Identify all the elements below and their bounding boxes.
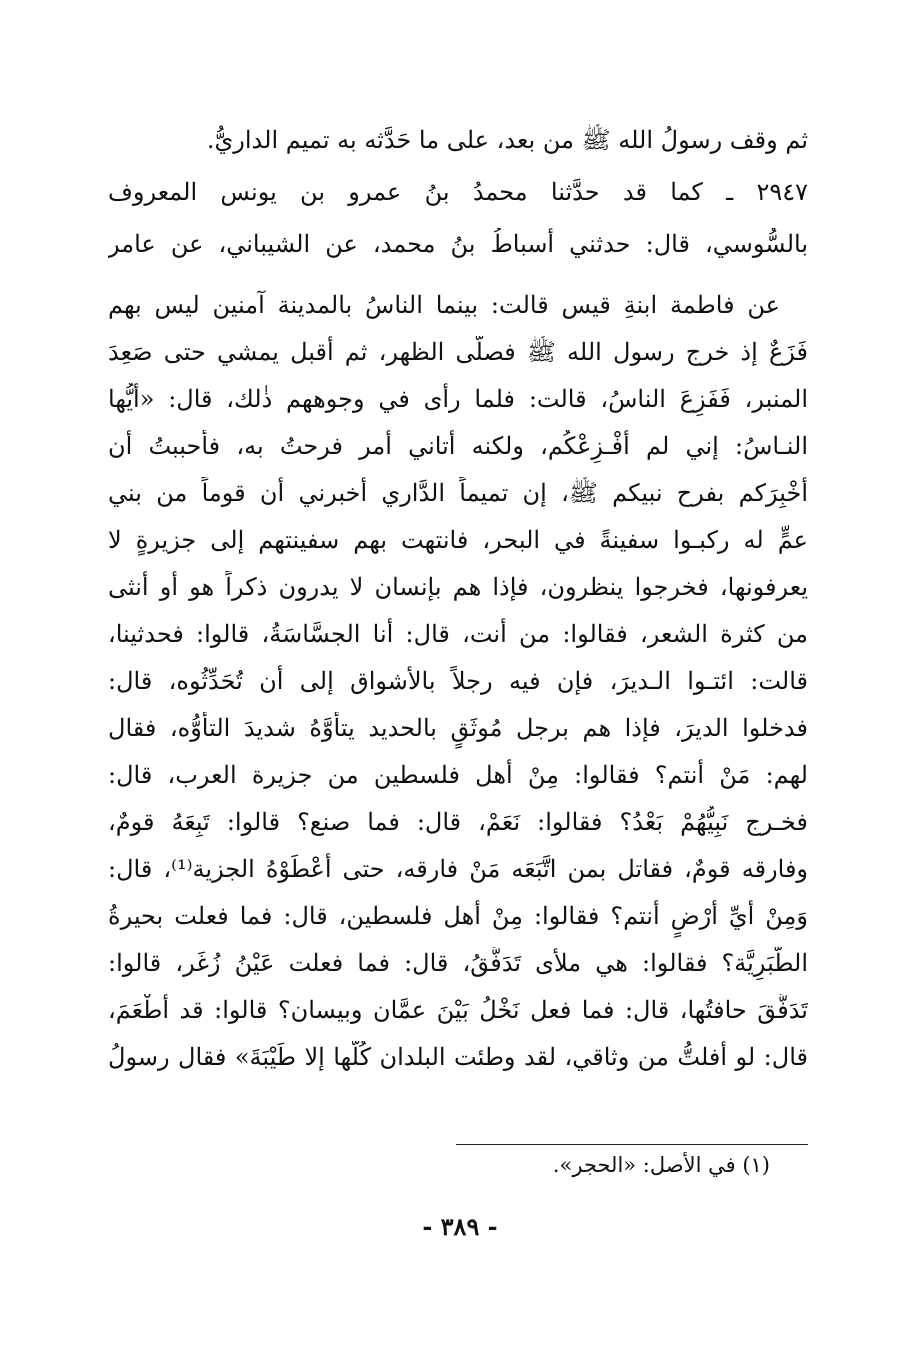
text-line-16: وفارقه قومٌ، فقاتل بمن اتَّبَعَه مَنْ فارقه، حتى أَعْطَوْهُ الجزية⁽¹⁾، قال: [108,855,808,883]
text-line-13: فدخلوا الديرَ، فإذا هم برجل مُوثَقٍ بالحديد يتأوَّهُ شديدَ التأوُّه، فقال [108,714,808,742]
text-line-18: الطَّبَرِيَّة؟ فقالوا: هي ملأى تَدَفَّقُ، قال: فما فعلت عَيْنُ زُغَر، قالوا: [108,949,808,977]
text-line-20: قال: لو أفلتُّ من وثاقي، لقد وطئت البلدان كُلَّها إلا طَيْبَةَ» فقال رسولُ [108,1043,808,1071]
text-line-15: فخـرج نَبِيُّهُمْ بَعْدُ؟ فقالوا: نَعَمْ، قال: فما صنع؟ قالوا: تَبِعَهُ قومٌ، [108,808,808,836]
text-line-2-hadith-number: ٢٩٤٧ ـ كما قد حدَّثنا محمدُ بنُ عمرو بن يونس المعروف [108,178,808,206]
text-line-11: من كثرة الشعر، فقالوا: من أنت، قال: أنا الجسَّاسَةُ، قالوا: فحدثينا، [108,620,808,648]
text-line-14: لهم: مَنْ أنتم؟ فقالوا: مِنْ أهل فلسطين من جزيرة العرب، قال: [108,761,808,789]
text-line-3: بالسُّوسي، قال: حدثني أسباطُ بنُ محمد، عن الشيباني، عن عامر [108,230,808,258]
text-line-5: فَزَعٌ إذ خرج رسول الله ﷺ فصلَّى الظهر، ثم أقبل يمشي حتى صَعِدَ [108,338,808,366]
text-line-6: المنبر، فَفَزِعَ الناسُ، قالت: فلما رأى في وجوههم ذٰلك، قال: «أيُّها [108,385,808,413]
text-line-1: ثم وقف رسولُ الله ﷺ من بعد، على ما حَدَّثه به تميم الداريُّ. [206,126,808,154]
text-line-17: وَمِنْ أَيِّ أرْضٍ أنتم؟ فقالوا: مِنْ أهل فلسطين، قال: فما فعلت بحيرةُ [108,902,808,930]
page-number: - ٣٨٩ - [422,1212,498,1241]
footnote-separator [456,1144,808,1145]
text-line-19: تَدَفَّقَ حافتُها، قال: فما فعل نَخْلُ بَيْنَ عمَّان وبيسان؟ قالوا: قد أَطْعَمَ، [108,996,808,1024]
text-line-9: عمٍّ له ركبـوا سفينةً في البحر، فانتهت بهم سفينتهم إلى جزيرةٍ لا [108,526,808,554]
text-line-4: عن فاطمة ابنةِ قيس قالت: بينما الناسُ بالمدينة آمنين ليس بهم [108,291,780,319]
text-line-12: قالت: ائتـوا الـديرَ، فإن فيه رجلاً بالأشواق إلى أن تُحَدِّثُوه، قال: [108,667,808,695]
text-line-10: يعرفونها، فخرجوا ينظرون، فإذا هم بإنسان لا يدرون ذكراً هو أو أنثى [108,573,808,601]
footnote: (١) في الأصل: «الحجر». [552,1153,770,1177]
text-line-7: النـاسُ: إني لم أُفْـزِعْكُم، ولكنه أتاني أمر فرحتُ به، فأحببتُ أن [108,432,808,460]
text-line-8: أُخْبِرَكم بفرح نبيكم ﷺ، إن تميماً الدَّاري أخبرني أن قوماً من بني [108,479,808,507]
